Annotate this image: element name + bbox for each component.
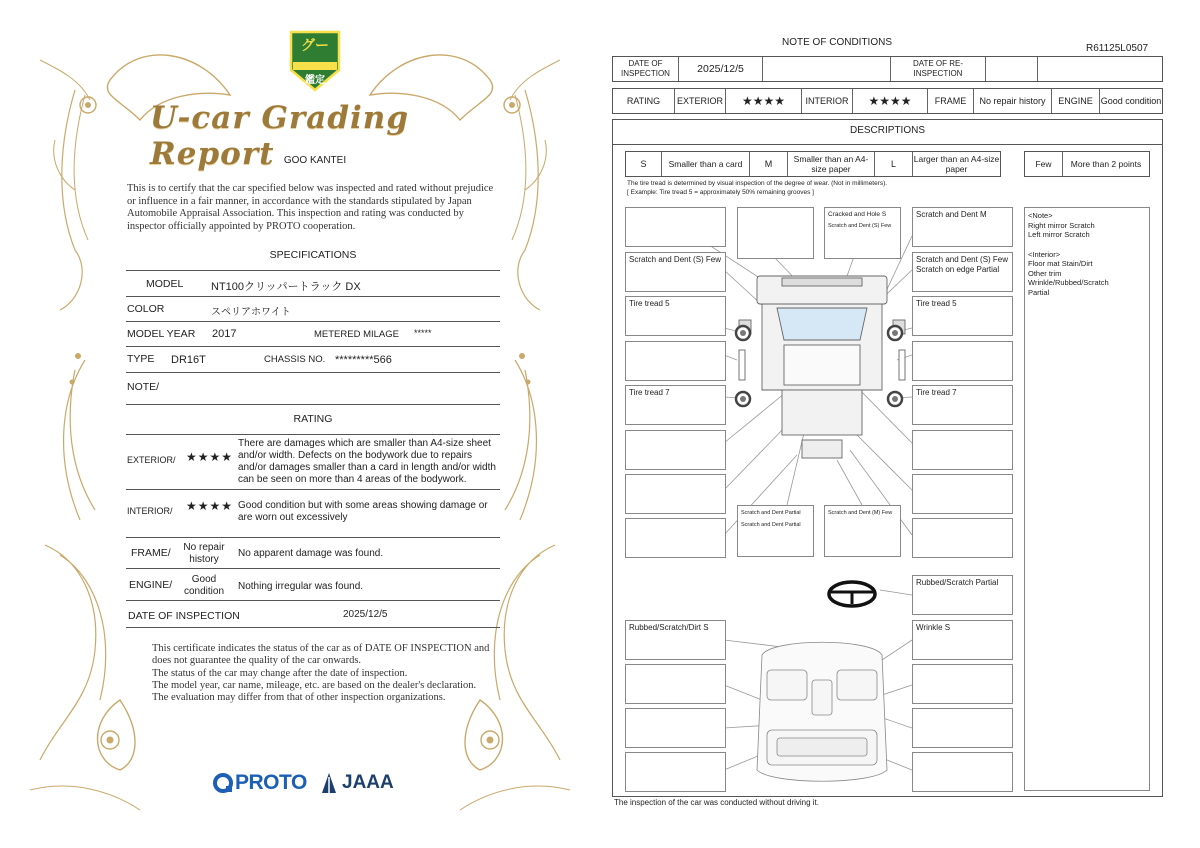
closing-notes [152, 643, 492, 704]
condition-box [912, 207, 1013, 247]
interior-stars: ★★★★ [186, 499, 234, 513]
engine-description: Nothing irregular was found. [238, 581, 364, 592]
frame-description: No apparent damage was found. [238, 548, 384, 559]
interior-description: Good condition but with some areas showing damage or are worn out excessively [238, 500, 488, 523]
legend-text-few: More than 2 points [1070, 159, 1142, 169]
color-label: COLOR [127, 303, 165, 315]
exterior-label: EXTERIOR [675, 89, 726, 113]
doi-label: DATE OF INSPECTION [128, 610, 240, 622]
condition-box [912, 518, 1013, 558]
condition-box [912, 752, 1013, 792]
condition-box [625, 518, 726, 558]
condition-box [625, 708, 726, 748]
condition-box-label: Scratch and Dent (S) Few [629, 255, 722, 264]
condition-box [912, 341, 1013, 381]
conditions-title: NOTE OF CONDITIONS [782, 37, 892, 48]
reference-number: R61125L0507 [1086, 43, 1149, 54]
goo-kantei-badge [287, 30, 343, 92]
model-year-value: 2017 [212, 328, 237, 340]
interior-label: INTERIOR [802, 89, 853, 113]
jaaa-mark-icon [318, 771, 340, 795]
note-line: Left mirror Scratch [1028, 230, 1090, 239]
frame-label: FRAME/ [131, 547, 171, 559]
steering-wheel-icon [829, 582, 875, 606]
model-year-label: MODEL YEAR [127, 328, 196, 340]
jaaa-logo [318, 770, 394, 796]
note-line: Floor mat Stain/Dirt [1028, 259, 1093, 268]
condition-box-label: Rubbed/Scratch Partial [916, 578, 999, 587]
condition-box [912, 620, 1013, 660]
exterior-label: EXTERIOR/ [127, 455, 176, 465]
condition-box [912, 474, 1013, 514]
frame-value: No repair history [183, 542, 225, 565]
condition-box-label: Cracked and Hole S [828, 211, 887, 218]
note-line: Wrinkle/Rubbed/Scratch [1028, 278, 1109, 287]
inspection-footer: The inspection of the car was conducted without driving it. [614, 798, 819, 807]
rating-strip [612, 88, 1163, 114]
condition-box [824, 207, 901, 259]
legend-key-m: M [750, 152, 788, 176]
jaaa-wordmark: JAAA [342, 772, 394, 793]
condition-box [625, 385, 726, 425]
closing-line-1: This certificate indicates the status of the car as of DATE OF INSPECTION and does not guarantee the quality of the car onwards. [152, 643, 490, 667]
model-value: NT100クリッパートラック DX [211, 281, 361, 293]
condition-box-label: Tire tread 5 [629, 299, 670, 308]
size-legend [625, 151, 1001, 177]
proto-logo [212, 770, 307, 796]
legend-key-few: Few [1025, 152, 1063, 176]
condition-box-label: Rubbed/Scratch/Dirt S [629, 623, 709, 632]
condition-box [912, 385, 1013, 425]
condition-box [737, 505, 814, 557]
reinspection-date-value [1038, 57, 1162, 81]
descriptions-heading: DESCRIPTIONS [849, 125, 925, 136]
legend-key-l: L [875, 152, 913, 176]
report-title: U-car Grading Report [150, 100, 410, 172]
engine-value: Good condition [1100, 96, 1162, 106]
type-value: DR16T [171, 354, 206, 366]
condition-box-label: Scratch and Dent (M) Few [828, 510, 893, 516]
condition-box [912, 252, 1013, 292]
legend-text-m: Smaller than an A4-size paper [788, 152, 875, 176]
exterior-description: There are damages which are smaller than A4-size sheet and/or width. Defects on the bodywork due to repairs and/or damages smaller than a card in length and/or width can be seen on more than 4 areas of the bodywork. [238, 438, 496, 485]
condition-box [625, 620, 726, 660]
empty-cell [763, 57, 891, 81]
condition-box [912, 575, 1013, 615]
empty-cell [986, 57, 1038, 81]
inspection-date-value: 2025/12/5 [679, 57, 763, 81]
engine-value: Good condition [183, 574, 225, 597]
condition-box [625, 474, 726, 514]
condition-box-label: Scratch and Dent Partial [741, 510, 801, 516]
certificate-intro: This is to certify that the car specified below was inspected and rated without prejudice or influence in a fair manner, in accordance with the standards stipulated by Japan Automobile Appraisal Association. This inspection and rating was conducted by inspector officially appointed by PROTO cooperation. [127, 183, 494, 232]
frame-value: No repair history [974, 89, 1052, 113]
specifications-heading: SPECIFICATIONS [269, 249, 357, 261]
frame-label: FRAME [928, 89, 974, 113]
condition-box [625, 252, 726, 292]
exterior-stars: ★★★★ [726, 89, 802, 113]
chassis-label: CHASSIS NO. [264, 354, 326, 365]
interior-stars: ★★★★ [853, 89, 928, 113]
condition-box [625, 207, 726, 247]
reinspection-date-label: DATE OF RE-INSPECTION [891, 57, 986, 81]
condition-box [625, 430, 726, 470]
type-label: TYPE [127, 353, 155, 365]
note-label: NOTE/ [127, 381, 160, 393]
closing-line-3: The model year, car name, mileage, etc. are based on the dealer's declaration. [152, 679, 477, 691]
condition-box-label: Wrinkle S [916, 623, 951, 632]
few-legend [1024, 151, 1150, 177]
condition-box-label: Scratch and Dent Partial [741, 522, 801, 528]
doi-value: 2025/12/5 [343, 609, 388, 620]
date-strip [612, 56, 1163, 82]
condition-box [737, 207, 814, 259]
condition-box-label: Tire tread 7 [629, 388, 670, 397]
inspection-date-label: DATE OF INSPECTION [613, 57, 679, 81]
engine-label: ENGINE/ [129, 579, 173, 591]
chassis-value: *********566 [335, 354, 392, 366]
condition-box [625, 296, 726, 336]
closing-line-4: The evaluation may differ from that of other inspection organizations. [152, 692, 446, 704]
note-line: Partial [1028, 287, 1050, 297]
closing-line-2: The status of the car may change after the date of inspection. [152, 667, 408, 679]
proto-mark-icon [212, 772, 234, 794]
note-line: Other trim [1028, 268, 1062, 278]
rating-heading: RATING [293, 413, 333, 425]
color-value: スペリアホワイト [211, 307, 291, 318]
truck-top-view [739, 276, 905, 458]
interior-header: <Interior> [1028, 249, 1061, 259]
mileage-value: ***** [414, 328, 432, 338]
condition-box [912, 708, 1013, 748]
badge-top-text: グー [301, 38, 329, 54]
condition-box-label: Tire tread 5 [916, 299, 957, 308]
condition-box [912, 296, 1013, 336]
condition-box [625, 341, 726, 381]
interior-label: INTERIOR/ [127, 506, 173, 516]
rating-label: RATING [613, 89, 675, 113]
model-label: MODEL [146, 278, 184, 290]
condition-box-label: Scratch and Dent M [916, 210, 987, 219]
cabin-interior-view [757, 642, 887, 781]
proto-wordmark: PROTO [235, 771, 307, 794]
mileage-label: METERED MILAGE [314, 329, 399, 340]
legend-text-l: Larger than an A4-size paper [913, 154, 1000, 174]
condition-box [912, 664, 1013, 704]
condition-box-label: Scratch and Dent (S) Few Scratch on edge Partial [916, 255, 1009, 274]
tire-note-2: [ Example: Tire tread 5 = approximately 50% remaining grooves ] [627, 189, 814, 196]
condition-box [912, 430, 1013, 470]
notes-panel [1024, 207, 1150, 791]
condition-box [625, 664, 726, 704]
condition-box [625, 752, 726, 792]
tire-note-1: The tire tread is determined by visual inspection of the degree of wear. (Not in millimeters). [627, 180, 888, 187]
report-subtitle: GOO KANTEI [283, 155, 347, 166]
condition-box-label: Scratch and Dent (S) Few [828, 223, 892, 229]
condition-box [824, 505, 901, 557]
note-line: Right mirror Scratch [1028, 220, 1095, 230]
legend-text-s: Smaller than a card [662, 152, 750, 176]
condition-box-label: Tire tread 7 [916, 388, 957, 397]
badge-bottom-text: 鑑定 [305, 75, 325, 86]
exterior-stars: ★★★★ [186, 450, 234, 464]
note-header: <Note> [1028, 211, 1053, 220]
engine-label: ENGINE [1052, 89, 1100, 113]
legend-key-s: S [626, 152, 662, 176]
